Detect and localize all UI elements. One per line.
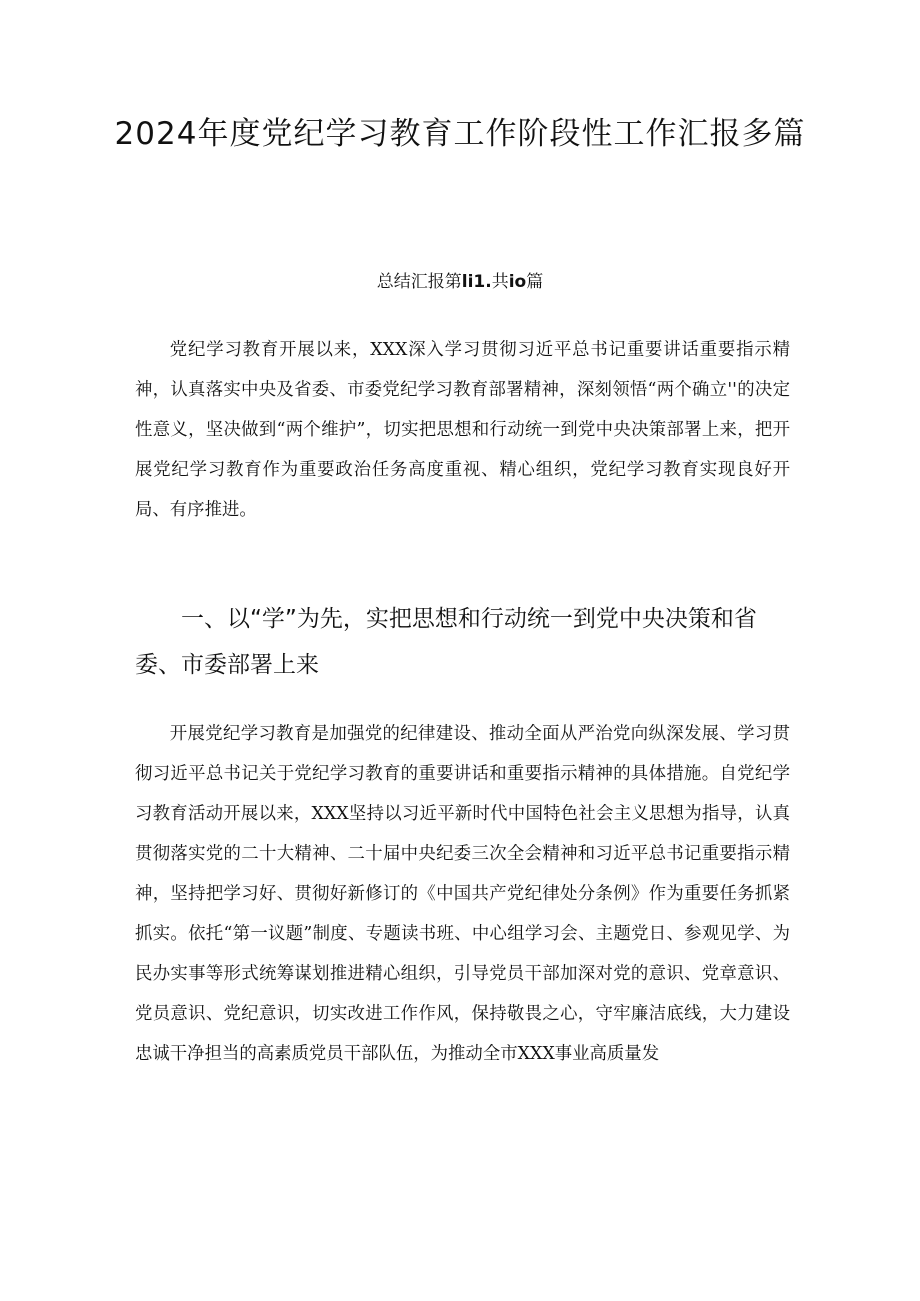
subtitle-middle: 共 <box>491 272 509 292</box>
subtitle-number: li1. <box>461 272 492 292</box>
subtitle-count: io <box>508 272 527 292</box>
document-title: 2024年度党纪学习教育工作阶段性工作汇报多篇 <box>114 116 806 152</box>
subtitle-suffix: 篇 <box>526 272 544 292</box>
section-1-paragraph: 开展党纪学习教育是加强党的纪律建设、推动全面从严治党向纵深发展、学习贯彻习近平总书记关于党纪学习教育的重要讲话和重要指示精神的具体措施。自党纪学习教育活动开展以来，XXX坚持以习近平新时代中国特色社会主义思想为指导，认真贯彻落实党的二十大精神、二十届中央纪委三次全会精神和习近平总书记重要指示精神，坚持把学习好、贯彻好新修订的《中国共产党纪律处分条例》作为重要任务抓紧抓实。依托“第一议题”制度、专题读书班、中心组学习会、主题党日、参观见学、为民办实事等形式统筹谋划推进精心组织，引导党员干部加深对党的意识、党章意识、党员意识、党纪意识，切实改进工作作风，保持敬畏之心，守牢廉洁底线，大力建设忠诚干净担当的高素质党员干部队伍，为推动全市XXX事业高质量发 <box>135 724 790 1064</box>
subtitle-prefix: 总结汇报第 <box>376 272 462 292</box>
intro-paragraph: 党纪学习教育开展以来，XXX深入学习贯彻习近平总书记重要讲话重要指示精神，认真落实中央及省委、市委党纪学习教育部署精神，深刻领悟“两个确立''的决定性意义，坚决做到“两个维护”，切实把思想和行动统一到党中央决策部署上来，把开展党纪学习教育作为重要政治任务高度重视、精心组织，党纪学习教育实现良好开局、有序推进。 <box>135 340 790 520</box>
section-heading-1: 一、以“学”为先，实把思想和行动统一到党中央决策和省委、市委部署上来 <box>135 606 757 678</box>
document-subtitle <box>160 268 760 296</box>
